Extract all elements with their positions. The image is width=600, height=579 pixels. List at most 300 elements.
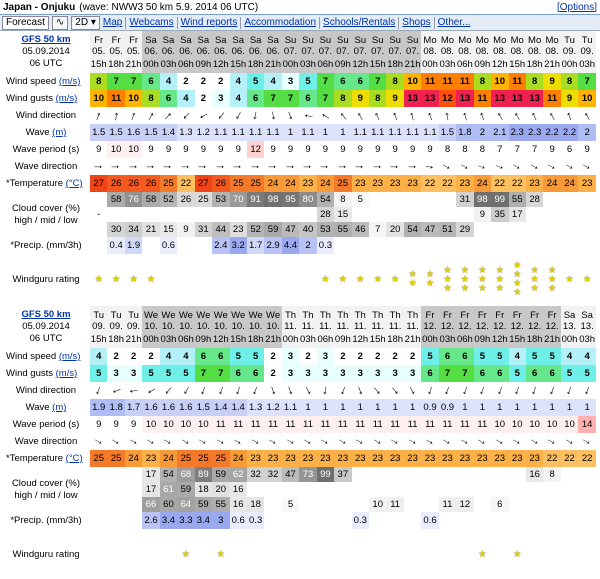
time-header (509, 306, 526, 348)
cloud-cell: 35 (491, 207, 508, 222)
wave-direction-cell (282, 433, 299, 450)
cloud-cell (386, 482, 403, 497)
wave-direction-cell (439, 433, 456, 450)
hour: 09h (474, 58, 491, 70)
wave-label-unit-link[interactable]: (m) (52, 402, 67, 413)
star-icon: ★ (478, 548, 487, 560)
day-date: 12. (440, 320, 455, 332)
time-header (526, 31, 543, 73)
cloud-cell: 11 (386, 497, 403, 512)
day-name: Fr (547, 309, 557, 321)
wind-direction-cell (474, 107, 491, 124)
rating-cell (177, 254, 194, 304)
hour: 00h (561, 58, 578, 70)
nav-link-map[interactable]: Map (102, 17, 123, 28)
cloud-cell (456, 482, 473, 497)
precip-cell (439, 237, 456, 254)
cloud-1-row (2, 482, 596, 497)
rating-cell (474, 254, 491, 304)
precip-cell: 3.2 (230, 237, 247, 254)
day-name: Fr (94, 34, 104, 46)
hour: 00h (143, 58, 159, 70)
wave-direction-cell (195, 158, 212, 175)
wave-direction-cell (509, 433, 526, 450)
time-header (317, 306, 334, 348)
cloud-cell: 64 (177, 497, 194, 512)
time-header (578, 306, 596, 348)
temperature-label-unit-link[interactable]: (°C) (65, 453, 83, 464)
wave-cell: 1.4 (230, 399, 247, 416)
wave-direction-cell (160, 433, 177, 450)
wave-period-row (2, 416, 596, 433)
wave-direction-cell (561, 158, 578, 175)
wind-direction-cell (334, 382, 351, 399)
wind-speed-cell: 2 (142, 348, 159, 365)
wave-direction-cell (212, 158, 229, 175)
day-date: 07. (353, 45, 367, 57)
wind-speed-label-unit-link[interactable]: (m/s) (58, 76, 81, 87)
precip-cell: 0.3 (317, 237, 334, 254)
cloud-cell (421, 207, 438, 222)
cloud-cell (561, 482, 578, 497)
star-icon: ★ (390, 273, 400, 285)
wave-period-cell: 9 (282, 141, 299, 158)
temperature-cell: 24 (561, 175, 578, 192)
wind-direction-row (2, 382, 596, 399)
temperature-cell: 23 (352, 450, 369, 467)
day-date: 05. (126, 45, 141, 57)
arrow-icon: ↑ (580, 107, 594, 124)
wave-direction-cell (543, 158, 560, 175)
temperature-label-unit-link[interactable]: (°C) (65, 178, 83, 189)
wave-cell: 1.6 (177, 399, 194, 416)
cloud-cell (509, 222, 526, 237)
nav-link-accommodation[interactable]: Accommodation (244, 17, 317, 28)
rating-cell (543, 254, 560, 304)
wave-direction-cell (404, 433, 421, 450)
temperature-cell: 23 (299, 450, 316, 467)
star-icon: ★ (216, 548, 226, 560)
cloud-cell: 9 (474, 207, 491, 222)
rating-cell (177, 529, 194, 579)
wave-period-cell: 9 (404, 141, 421, 158)
wave-direction-cell (317, 158, 334, 175)
wave-period-cell: 11 (247, 416, 264, 433)
day-date: 12. (528, 320, 542, 332)
wind-gusts-cell: 3 (386, 365, 403, 382)
arrow-icon: ↑ (144, 107, 158, 124)
nav-link-schools[interactable]: Schools/Rentals (323, 17, 396, 28)
cloud-cell (578, 222, 596, 237)
time-header (212, 31, 229, 73)
precip-cell (509, 512, 526, 529)
cloud-cell (578, 192, 596, 207)
day-name: Th (372, 309, 384, 321)
hour: 00h (422, 333, 438, 345)
cloud-cell: 55 (509, 192, 526, 207)
precip-cell (456, 237, 473, 254)
precip-cell: 0.6 (421, 512, 438, 529)
temperature-cell: 24 (160, 450, 177, 467)
hour: 09h (195, 58, 212, 70)
wind-direction-cell (142, 382, 159, 399)
temperature-cell: 25 (212, 450, 229, 467)
temperature-cell: 23 (334, 450, 351, 467)
hour: 21h (404, 58, 421, 70)
temperature-cell: 25 (90, 450, 107, 467)
precip-cell: 2.4 (212, 237, 229, 254)
wave-direction-cell (142, 433, 159, 450)
arrow-icon: ↑ (492, 161, 508, 172)
day-date: 07. (318, 45, 333, 57)
cloud-cell: - (90, 207, 107, 222)
nav-link-other[interactable]: Other... (437, 17, 471, 28)
cloud-cell: 47 (282, 467, 299, 482)
wave-period-label (2, 416, 90, 433)
wave-direction-label-text: Wave direction (14, 161, 78, 172)
header-row (2, 31, 596, 73)
cloud-cell: 59 (177, 482, 194, 497)
wind-gusts-cell: 6 (230, 365, 247, 382)
rating-cell (334, 529, 351, 579)
rating-cell (299, 529, 316, 579)
time-header (125, 306, 142, 348)
nav-link-webcams[interactable]: Webcams (129, 17, 174, 28)
rating-cell (264, 254, 281, 304)
day-name: Sa (180, 34, 192, 46)
precip-cell (421, 237, 438, 254)
hour: 12h (491, 333, 508, 345)
wind-speed-cell: 5 (526, 348, 543, 365)
star-icon: ★ (129, 273, 138, 285)
wave-cell: 1 (317, 399, 334, 416)
arrow-icon: ↑ (282, 435, 299, 448)
precip-cell (543, 237, 560, 254)
day-name: Mo (458, 34, 472, 46)
cloud-cell (526, 482, 543, 497)
run-time: 06 UTC (29, 333, 63, 344)
wind-direction-cell (90, 107, 107, 124)
precip-cell (474, 512, 491, 529)
arrow-icon: ↑ (493, 382, 506, 399)
day-name: Mo (475, 34, 489, 46)
wave-period-cell: 11 (404, 416, 421, 433)
cloud-cell: 20 (212, 482, 229, 497)
chart-icon[interactable]: ∿ (52, 16, 68, 30)
wind-direction-cell (282, 107, 299, 124)
wind-direction-cell (160, 382, 177, 399)
temperature-cell: 24 (474, 175, 491, 192)
time-header (247, 31, 264, 73)
wave-period-cell: 9 (90, 141, 107, 158)
star-icon: ★ (443, 273, 452, 285)
wave-direction-cell (456, 158, 473, 175)
wave-cell: 1.5 (107, 124, 124, 141)
wave-label-unit-link[interactable]: (m) (52, 127, 67, 138)
star-icon: ★ (111, 273, 121, 285)
cloud-cell (439, 467, 456, 482)
wind-gusts-cell: 13 (526, 90, 543, 107)
nav-link-wind-reports[interactable]: Wind reports (180, 17, 238, 28)
wind-direction-cell (177, 107, 194, 124)
rating-cell (369, 254, 386, 304)
tab-forecast[interactable]: Forecast (2, 16, 49, 30)
cloud-cell: 59 (264, 222, 281, 237)
wind-direction-cell (526, 107, 543, 124)
day-date: 10. (179, 320, 193, 332)
wind-direction-cell (125, 382, 142, 399)
cloud-cell (543, 497, 560, 512)
temperature-cell: 26 (107, 175, 124, 192)
cloud-cell (439, 207, 456, 222)
cloud-cell: 5 (282, 497, 299, 512)
rating-cell (386, 529, 403, 579)
star-icon: ★ (321, 273, 330, 285)
day-name: Mo (493, 34, 507, 46)
wind-direction-cell (177, 382, 194, 399)
wave-period-cell: 11 (421, 416, 438, 433)
wave-period-cell: 10 (561, 416, 578, 433)
wind-speed-cell: 5 (247, 73, 264, 90)
rating-cell (282, 254, 299, 304)
wind-speed-cell: 10 (491, 73, 508, 90)
cloud-cell (230, 207, 247, 222)
wind-direction-cell (369, 107, 386, 124)
wave-period-cell: 11 (299, 416, 316, 433)
wave-direction-cell (125, 158, 142, 175)
model-link[interactable]: GFS 50 km (21, 309, 71, 320)
star-icon: ★ (443, 264, 452, 276)
arrow-icon: ↑ (108, 435, 124, 448)
wave-period-cell: 11 (456, 416, 473, 433)
wave-period-cell: 10 (543, 416, 560, 433)
rating-cell (160, 254, 177, 304)
day-name: Fr (129, 34, 139, 46)
wave-period-cell: 11 (439, 416, 456, 433)
star-icon: ★ (338, 273, 348, 285)
cloud-cell: 80 (299, 192, 316, 207)
precip-cell (317, 512, 334, 529)
cloud-label: Cloud cover (%) high / mid / low (11, 202, 81, 226)
arrow-icon: ↑ (142, 384, 159, 398)
cloud-cell (107, 467, 124, 482)
wave-period-cell: 11 (369, 416, 386, 433)
wave-direction-cell (107, 433, 124, 450)
arrow-icon: ↑ (424, 382, 436, 399)
day-date: 11. (336, 320, 350, 332)
precip-cell (561, 237, 578, 254)
wave-cell: 2.2 (561, 124, 578, 141)
arrow-icon: ↑ (510, 107, 524, 124)
cloud-cell (282, 482, 299, 497)
cloud-cell: 28 (526, 192, 543, 207)
precip-cell: 2.9 (264, 237, 281, 254)
arrow-icon: ↑ (527, 435, 543, 448)
cloud-cell (369, 192, 386, 207)
arrow-icon: ↑ (109, 163, 124, 170)
wind-speed-label-unit-link[interactable]: (m/s) (58, 351, 81, 362)
wind-gusts-cell: 7 (282, 90, 299, 107)
wind-speed-cell: 2 (264, 348, 281, 365)
precip-cell: 0.4 (107, 237, 124, 254)
arrow-icon: ↑ (196, 163, 211, 170)
wave-period-cell: 11 (352, 416, 369, 433)
cloud-cell (352, 497, 369, 512)
precip-cell (526, 237, 543, 254)
arrow-icon: ↑ (93, 107, 105, 124)
wind-gusts-cell: 2 (195, 90, 212, 107)
arrow-icon: ↑ (405, 435, 421, 448)
hour: 09h (195, 333, 212, 345)
wind-gusts-label-unit-link[interactable]: (m/s) (55, 368, 78, 379)
wind-gusts-cell: 6 (526, 365, 543, 382)
wave-period-cell: 10 (107, 141, 124, 158)
wind-direction-cell (456, 382, 473, 399)
day-name: We (231, 309, 246, 321)
arrow-icon: ↑ (128, 107, 140, 124)
arrow-icon: ↑ (283, 163, 298, 170)
temperature-cell: 22 (421, 175, 438, 192)
wind-direction-cell (212, 107, 229, 124)
wave-period-cell: 11 (474, 416, 491, 433)
precip-cell: 0.3 (247, 512, 264, 529)
wind-gusts-cell: 13 (421, 90, 438, 107)
cloud-cell: 11 (439, 497, 456, 512)
day-date: 12. (423, 320, 437, 332)
hour: 21h (544, 333, 561, 345)
arrow-icon: ↑ (91, 435, 107, 448)
day-name: Tu (110, 309, 122, 321)
wind-gusts-cell: 13 (404, 90, 421, 107)
day-date: 09. (126, 320, 141, 332)
options-link[interactable]: [Options] (556, 1, 597, 13)
arrow-icon: ↑ (285, 382, 297, 399)
time-header (578, 31, 596, 73)
wind-speed-cell: 8 (561, 73, 578, 90)
temperature-cell: 25 (230, 175, 247, 192)
day-date: 09. (109, 320, 123, 332)
wind-gusts-label-unit-link[interactable]: (m/s) (55, 93, 78, 104)
arrow-icon: ↑ (388, 163, 403, 170)
cloud-cell: 6 (491, 497, 508, 512)
wind-speed-cell: 2 (299, 348, 316, 365)
temperature-label-text: *Temperature (6, 453, 64, 464)
wave-cell: 1.1 (230, 124, 247, 141)
cloud-cell (264, 497, 281, 512)
cloud-cell: 47 (282, 222, 299, 237)
header-row (2, 306, 596, 348)
cloud-cell: 62 (230, 467, 247, 482)
star-icon: ★ (495, 282, 505, 294)
cloud-cell: 15 (334, 207, 351, 222)
wave-period-cell: 7 (526, 141, 543, 158)
day-name: Tu (581, 34, 593, 46)
wind-speed-cell: 11 (456, 73, 473, 90)
nav-link-shops[interactable]: Shops (402, 17, 431, 28)
day-name: We (178, 309, 193, 321)
wind-direction-row (2, 107, 596, 124)
wave-period-cell: 10 (509, 416, 526, 433)
cloud-cell (491, 222, 508, 237)
dimension-select[interactable]: 2D ▾ (71, 16, 100, 30)
arrow-icon: ↑ (459, 107, 470, 124)
wave-cell: 1 (578, 399, 596, 416)
hour: 21h (265, 58, 282, 70)
wind-gusts-cell: 5 (509, 365, 526, 382)
wind-direction-cell (299, 107, 316, 124)
cloud-cell: 40 (299, 222, 316, 237)
wind-speed-cell: 6 (334, 73, 351, 90)
day-name: Sa (249, 34, 262, 46)
wind-speed-cell: 5 (230, 348, 247, 365)
wind-speed-label (2, 348, 90, 365)
cloud-cell: 21 (142, 222, 159, 237)
model-link[interactable]: GFS 50 km (21, 34, 71, 45)
wind-gusts-cell: 8 (334, 90, 351, 107)
hour: 00h (561, 333, 578, 345)
wind-speed-cell: 4 (177, 348, 194, 365)
cloud-1-row (2, 207, 596, 222)
wave-period-cell: 11 (212, 416, 229, 433)
hour: 18h (108, 58, 125, 70)
rating-cell (404, 529, 421, 579)
wind-direction-cell (526, 382, 543, 399)
wind-direction-cell (299, 382, 316, 399)
time-header (491, 31, 508, 73)
rating-cell (526, 254, 543, 304)
cloud-cell (90, 482, 107, 497)
cloud-cell: 20 (386, 222, 403, 237)
cloud-cell (578, 467, 596, 482)
cloud-cell: 30 (107, 222, 124, 237)
day-name: Sa (267, 34, 279, 46)
wave-direction-cell (421, 433, 438, 450)
wind-speed-row (2, 73, 596, 90)
wave-label (2, 399, 90, 416)
temperature-cell: 25 (195, 450, 212, 467)
wave-direction-cell (177, 433, 194, 450)
wave-direction-cell (282, 158, 299, 175)
wind-gusts-label (2, 90, 90, 107)
wave-direction-cell (177, 158, 194, 175)
arrow-icon: ↑ (214, 382, 227, 399)
wave-cell: 1.9 (90, 399, 107, 416)
wind-direction-cell (421, 382, 438, 399)
day-name: Su (319, 34, 332, 46)
star-icon: ★ (181, 548, 191, 560)
cloud-cell: 66 (142, 497, 159, 512)
arrow-icon: ↑ (561, 160, 578, 173)
arrow-icon: ↑ (144, 163, 159, 170)
arrow-icon: ↑ (474, 161, 490, 172)
rating-cell (334, 254, 351, 304)
rating-cell (386, 254, 403, 304)
wave-cell: 1.6 (125, 124, 142, 141)
cloud-cell (474, 497, 491, 512)
cloud-cell (125, 207, 142, 222)
temperature-cell: 22 (491, 175, 508, 192)
cloud-cell (352, 207, 369, 222)
wind-direction-cell (578, 107, 596, 124)
wave-direction-label (2, 433, 90, 450)
day-date: 10. (231, 320, 245, 332)
wave-period-cell: 6 (561, 141, 578, 158)
wave-cell: 1.1 (369, 124, 386, 141)
wave-direction-cell (299, 158, 316, 175)
cloud-cell (282, 207, 299, 222)
rating-cell (125, 529, 142, 579)
cloud-cell (386, 467, 403, 482)
